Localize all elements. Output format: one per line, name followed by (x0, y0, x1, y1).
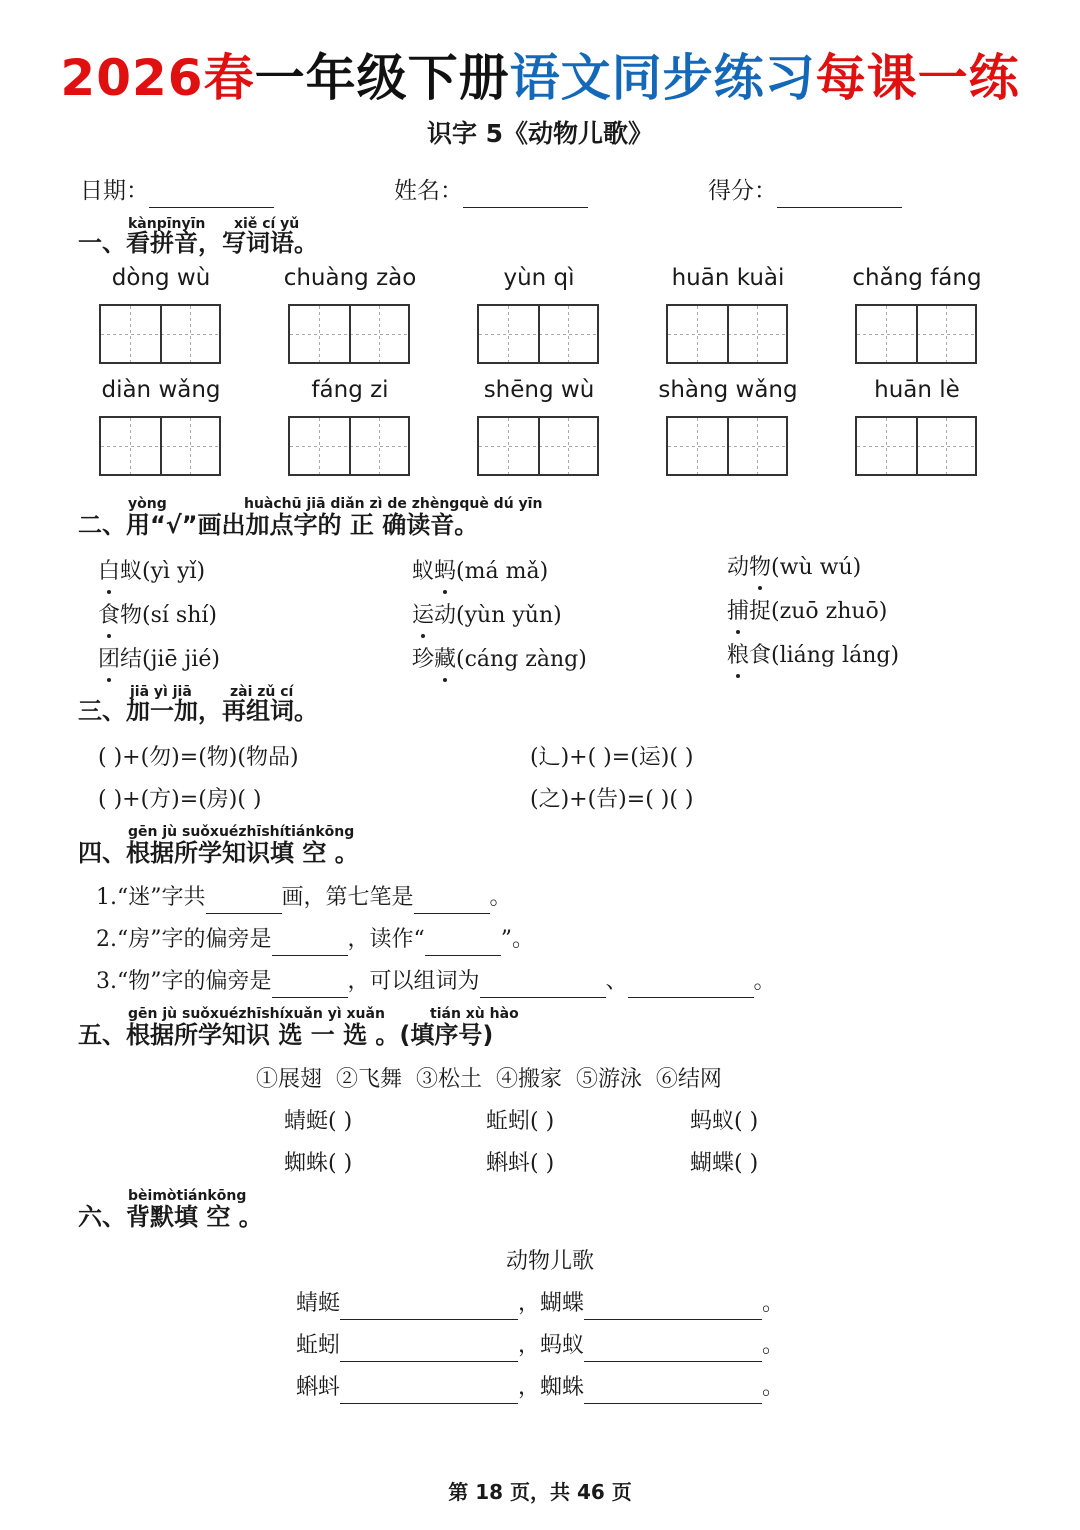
item-rest: 珍 (412, 647, 435, 672)
writing-grid[interactable] (855, 304, 977, 364)
section4-title: 根据所学知识填 空 。 (126, 839, 359, 867)
reading-item (98, 600, 217, 632)
answer-blank[interactable] (206, 891, 282, 914)
section6-title: 背默填 空 。 (126, 1203, 263, 1231)
q3-part: 、 (605, 969, 628, 994)
poem-title: 动物儿歌 (505, 1249, 594, 1274)
reading-item (98, 644, 220, 676)
recite-blank[interactable] (584, 1339, 762, 1362)
dotted-char: 运 (412, 600, 434, 632)
q2-part: ，读作“ (347, 927, 425, 952)
pinyin-word: dòng wù (111, 265, 211, 291)
page-title (0, 46, 1080, 110)
item-rest: 动 (727, 555, 750, 580)
poem-word: ，蝴蝶 (518, 1291, 585, 1316)
reading-options[interactable]: (wù wú) (771, 555, 862, 580)
section2-heading (78, 508, 478, 542)
pinyin-word: chuàng zào (283, 265, 417, 291)
poem-line (296, 1330, 784, 1362)
reading-options[interactable]: (zuō zhuō) (771, 599, 888, 624)
recite-blank[interactable] (584, 1297, 762, 1320)
poem-word: 蚯蚓 (296, 1333, 341, 1358)
score-label: 得分： (708, 178, 777, 204)
writing-grid[interactable] (99, 304, 221, 364)
reading-options[interactable]: (sí shí) (142, 603, 218, 628)
match-item[interactable]: 蚯蚓( ) (486, 1109, 555, 1134)
writing-grid[interactable] (477, 416, 599, 476)
section4-number: 四、 (78, 839, 126, 867)
name-label: 姓名： (394, 178, 463, 204)
fill-question-3 (96, 966, 776, 998)
dotted-char: 白 (98, 556, 120, 588)
recite-blank[interactable] (340, 1297, 518, 1320)
item-rest: 捉 (749, 599, 772, 624)
title-part: 语文同步练习 (509, 49, 816, 107)
section3-ruby-1: jiā yì jiā (130, 684, 192, 700)
lesson-subtitle: 识字 5《动物儿歌》 (426, 119, 654, 148)
fill-question-2 (96, 924, 534, 956)
reading-item (727, 640, 899, 672)
compose-item[interactable]: ( )+(方)=(房)( ) (98, 787, 262, 812)
pinyin-word: huān kuài (671, 265, 785, 291)
section4-heading (78, 836, 359, 870)
title-part: 一年级下册 (254, 49, 510, 107)
q3-part: 3.“物”字的偏旁是 (96, 969, 272, 994)
match-item[interactable]: 蝌蚪( ) (486, 1151, 555, 1176)
section6-ruby: bèimòtiánkōng (128, 1188, 247, 1204)
reading-item (98, 556, 205, 588)
poem-word: 蜻蜓 (296, 1291, 341, 1316)
q1-part: 画，第七笔是 (281, 885, 414, 910)
poem-punct: 。 (762, 1333, 785, 1358)
date-field (80, 174, 274, 208)
dotted-char: 粮 (727, 640, 749, 672)
section3-heading (78, 694, 318, 728)
item-rest: 结 (120, 647, 143, 672)
answer-blank[interactable] (414, 891, 490, 914)
dotted-char: 蚂 (434, 556, 456, 588)
section6-number: 六、 (78, 1203, 126, 1231)
writing-grid[interactable] (855, 416, 977, 476)
section1-number: 一、 (78, 229, 126, 257)
match-item[interactable]: 蝴蝶( ) (690, 1151, 759, 1176)
answer-blank[interactable] (628, 975, 754, 998)
section5-number: 五、 (78, 1021, 126, 1049)
match-item[interactable]: 蚂蚁( ) (690, 1109, 759, 1134)
pinyin-word: shàng wǎng (658, 377, 798, 403)
writing-grid[interactable] (477, 304, 599, 364)
pinyin-word: shēng wù (483, 377, 595, 403)
item-rest: 物 (120, 603, 143, 628)
pinyin-word: fáng zi (311, 377, 389, 403)
section1-ruby-2: xiě cí yǔ (234, 216, 300, 232)
dotted-char: 物 (749, 552, 771, 584)
section1-heading (78, 226, 318, 260)
item-rest: 蚁 (120, 559, 143, 584)
reading-options[interactable]: (jiē jié) (142, 647, 220, 672)
recite-blank[interactable] (584, 1381, 762, 1404)
reading-options[interactable]: (yì yǐ) (142, 559, 206, 584)
section1-title: 看拼音，写词语。 (126, 229, 318, 257)
reading-options[interactable]: (cáng zàng) (456, 647, 587, 672)
reading-item (727, 596, 887, 628)
compose-item[interactable]: (辶)+( )=(运)( ) (530, 745, 694, 770)
item-rest: 蚁 (412, 559, 435, 584)
poem-line (296, 1372, 784, 1404)
reading-item (412, 600, 562, 632)
reading-options[interactable]: (má mǎ) (456, 559, 549, 584)
reading-item (727, 552, 861, 584)
section1-ruby-1: kànpīnyīn (128, 216, 206, 232)
fill-question-1 (96, 882, 512, 914)
page-number: 第 18 页，共 46 页 (448, 1480, 632, 1504)
section5-title: 根据所学知识 选 一 选 。(填序号) (126, 1021, 494, 1049)
answer-blank[interactable] (272, 933, 348, 956)
dotted-char: 藏 (434, 644, 456, 676)
poem-line (296, 1288, 784, 1320)
writing-grid[interactable] (666, 304, 788, 364)
answer-blank[interactable] (480, 975, 606, 998)
dotted-char: 捕 (727, 596, 749, 628)
section3-ruby-2: zài zǔ cí (230, 684, 294, 700)
option-list: ①展翅 ②飞舞 ③松土 ④搬家 ⑤游泳 ⑥结网 (256, 1067, 722, 1092)
answer-blank[interactable] (425, 933, 501, 956)
item-rest: 食 (749, 643, 772, 668)
section3-number: 三、 (78, 697, 126, 725)
section2-ruby-2: huàchū jiā diǎn zì de zhèngquè dú yīn (244, 496, 543, 512)
poem-word: ，蜘蛛 (518, 1375, 585, 1400)
writing-grid[interactable] (99, 416, 221, 476)
poem-punct: 。 (762, 1291, 785, 1316)
section2-ruby-1: yòng (128, 496, 167, 512)
writing-grid[interactable] (288, 304, 410, 364)
compose-item[interactable]: (之)+(告)=( )( ) (530, 787, 694, 812)
date-label: 日期： (80, 178, 149, 204)
section2-title: 用“√”画出加点字的 正 确读音。 (126, 511, 479, 539)
writing-grid[interactable] (666, 416, 788, 476)
poem-word: 蝌蚪 (296, 1375, 341, 1400)
q2-part: ”。 (500, 927, 534, 952)
recite-blank[interactable] (340, 1381, 518, 1404)
reading-options[interactable]: (liáng láng) (771, 643, 900, 668)
q1-part: 1.“迷”字共 (96, 885, 206, 910)
pinyin-word: huān lè (874, 377, 960, 403)
match-item[interactable]: 蜻蜓( ) (284, 1109, 353, 1134)
reading-item (412, 556, 548, 588)
item-rest: 动 (434, 603, 457, 628)
recite-blank[interactable] (340, 1339, 518, 1362)
section2-number: 二、 (78, 511, 126, 539)
compose-item[interactable]: ( )+(勿)=(物)(物品) (98, 745, 299, 770)
pinyin-word: chǎng fáng (852, 265, 982, 291)
reading-item (412, 644, 587, 676)
section5-ruby-1: gēn jù suǒxuézhīshíxuǎn yì xuǎn (128, 1006, 385, 1022)
date-blank[interactable] (149, 183, 274, 208)
q1-part: 。 (489, 885, 512, 910)
name-field (394, 174, 588, 208)
section4-ruby: gēn jù suǒxuézhīshítiánkōng (128, 824, 355, 840)
section5-ruby-2: tián xù hào (430, 1006, 519, 1022)
dotted-char: 食 (98, 600, 120, 632)
score-field (708, 174, 902, 208)
poem-word: ，蚂蚁 (518, 1333, 585, 1358)
section5-heading (78, 1018, 493, 1052)
name-blank[interactable] (463, 183, 588, 208)
q2-part: 2.“房”字的偏旁是 (96, 927, 272, 952)
section3-title: 加一加，再组词。 (126, 697, 318, 725)
title-part: 2026春 (60, 49, 255, 107)
q3-part: 。 (753, 969, 776, 994)
dotted-char: 团 (98, 644, 120, 676)
section6-heading (78, 1200, 263, 1234)
match-item[interactable]: 蜘蛛( ) (284, 1151, 353, 1176)
answer-blank[interactable] (272, 975, 348, 998)
q3-part: ，可以组词为 (347, 969, 480, 994)
title-part: 每课一练 (815, 49, 1020, 107)
writing-grid[interactable] (288, 416, 410, 476)
pinyin-word: yùn qì (503, 265, 575, 291)
score-blank[interactable] (777, 183, 902, 208)
reading-options[interactable]: (yùn yǔn) (456, 603, 562, 628)
poem-punct: 。 (762, 1375, 785, 1400)
pinyin-word: diàn wǎng (101, 377, 221, 403)
